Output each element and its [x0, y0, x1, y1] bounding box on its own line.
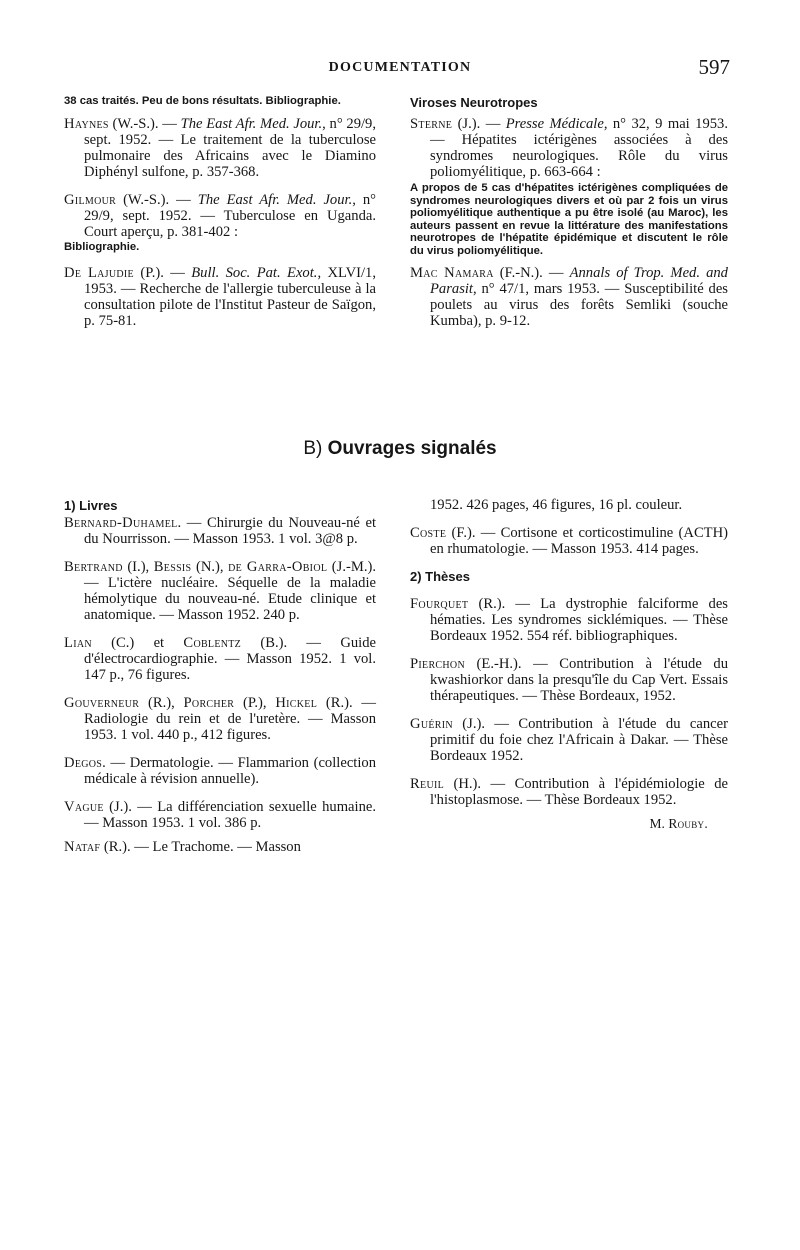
book-entry: Lian (C.) et Coblentz (B.). — Guide d'électrocardiographie. — Masson 1952. 1 vol. 147 p., 76 figures. — [64, 635, 376, 683]
book-entry: Nataf (R.). — Le Trachome. — Masson — [64, 839, 301, 855]
book-entry: Coste (F.). — Cortisone et corticostimuline (ACTH) en rhumatologie. — Masson 1953. 414 pages. — [410, 525, 728, 557]
continued-note: 38 cas traités. Peu de bons résultats. Bibliographie. — [64, 95, 341, 107]
reference-note: Bibliographie. — [64, 240, 140, 253]
theses-heading: 2) Thèses — [410, 569, 470, 584]
book-entry: Bernard-Duhamel. — Chirurgie du Nouveau-né et du Nourrisson. — Masson 1953. 1 vol. 3@8 p. — [64, 515, 376, 547]
section-heading-viroses: Viroses Neurotropes — [410, 95, 538, 110]
reference-entry: De Lajudie (P.). — Bull. Soc. Pat. Exot., XLVI/1, 1953. — Recherche de l'allergie tuberculeuse à la consultation pilote de l'Institut Pasteur de Saïgon, p. 75-81. — [64, 265, 376, 329]
books-heading: 1) Livres — [64, 498, 118, 513]
book-entry: Gouverneur (R.), Porcher (P.), Hickel (R.). — Radiologie du rein et de l'uretère. — Masson 1953. 1 vol. 440 p., 412 figures. — [64, 695, 376, 743]
section-title: B) Ouvrages signalés — [303, 438, 497, 459]
top-right-column — [410, 95, 728, 341]
reference-entry: Haynes (W.-S.). — The East Afr. Med. Jour., n° 29/9, sept. 1952. — Le traitement de la tuberculose pulmonaire des Africains avec le Diamino Diphényl sulfone, p. 357-368. — [64, 115, 376, 180]
reference-abstract: A propos de 5 cas d'hépatites ictérigènes compliquées de syndromes neurologiques divers et où par 2 fois un virus poliomyélitique authentique a pu être isolé (au Maroc), les auteurs passent en revue la littérature des manifestations neurotropes de l'hépatite épidémique et discutent le rôle du virus poliomyélitique. — [410, 182, 728, 257]
reference-entry: Gilmour (W.-S.). — The East Afr. Med. Jour., n° 29/9, sept. 1952. — Tuberculose en Uganda. Court aperçu, p. 381-402 : — [64, 191, 376, 240]
thesis-entry: Pierchon (E.-H.). — Contribution à l'étude du kwashiorkor dans la presqu'île du Cap Vert. Essais thérapeutiques. — Thèse Bordeaux, 1952. — [410, 656, 728, 704]
book-entry: Bertrand (I.), Bessis (N.), de Garra-Obiol (J.-M.). — L'ictère nucléaire. Séquelle de la maladie hémolytique du nouveau-né. Etude clinique et anatomique. — Masson 1952. 240 p. — [64, 559, 376, 623]
page-number: 597 — [698, 55, 730, 79]
top-left-column — [64, 95, 376, 341]
books-column — [64, 498, 376, 867]
book-entry: Degos. — Dermatologie. — Flammarion (collection médicale à révision annuelle). — [64, 755, 376, 787]
running-header-title: DOCUMENTATION — [328, 60, 472, 75]
thesis-entry: Reuil (H.). — Contribution à l'épidémiologie de l'histoplasmose. — Thèse Bordeaux 1952. — [410, 776, 728, 808]
reference-entry: Sterne (J.). — Presse Médicale, n° 32, 9 mai 1953. — Hépatites ictérigènes associées à des syndromes neurologiques. Rôle du virus poliomyélitique, p. 663-664 : — [410, 116, 728, 180]
reference-entry: Mac Namara (F.-N.). — Annals of Trop. Med. and Parasit, n° 47/1, mars 1953. — Susceptibilité des poulets au virus des forêts Semliki (souche Kumba), p. 9-12. — [410, 265, 728, 329]
author-signature: M. Rouby. — [649, 816, 708, 831]
book-continuation: 1952. 426 pages, 46 figures, 16 pl. couleur. — [430, 497, 683, 513]
thesis-entry: Fourquet (R.). — La dystrophie falciforme des hématies. Les syndromes sicklémiques. — Thèse Bordeaux 1952. 554 réf. bibliographiques. — [410, 596, 728, 644]
thesis-entry: Guérin (J.). — Contribution à l'étude du cancer primitif du foie chez l'Africain à Dakar. — Thèse Bordeaux 1952. — [410, 716, 728, 764]
book-entry: Vague (J.). — La différenciation sexuelle humaine. — Masson 1953. 1 vol. 386 p. — [64, 799, 376, 831]
theses-column — [410, 497, 728, 832]
